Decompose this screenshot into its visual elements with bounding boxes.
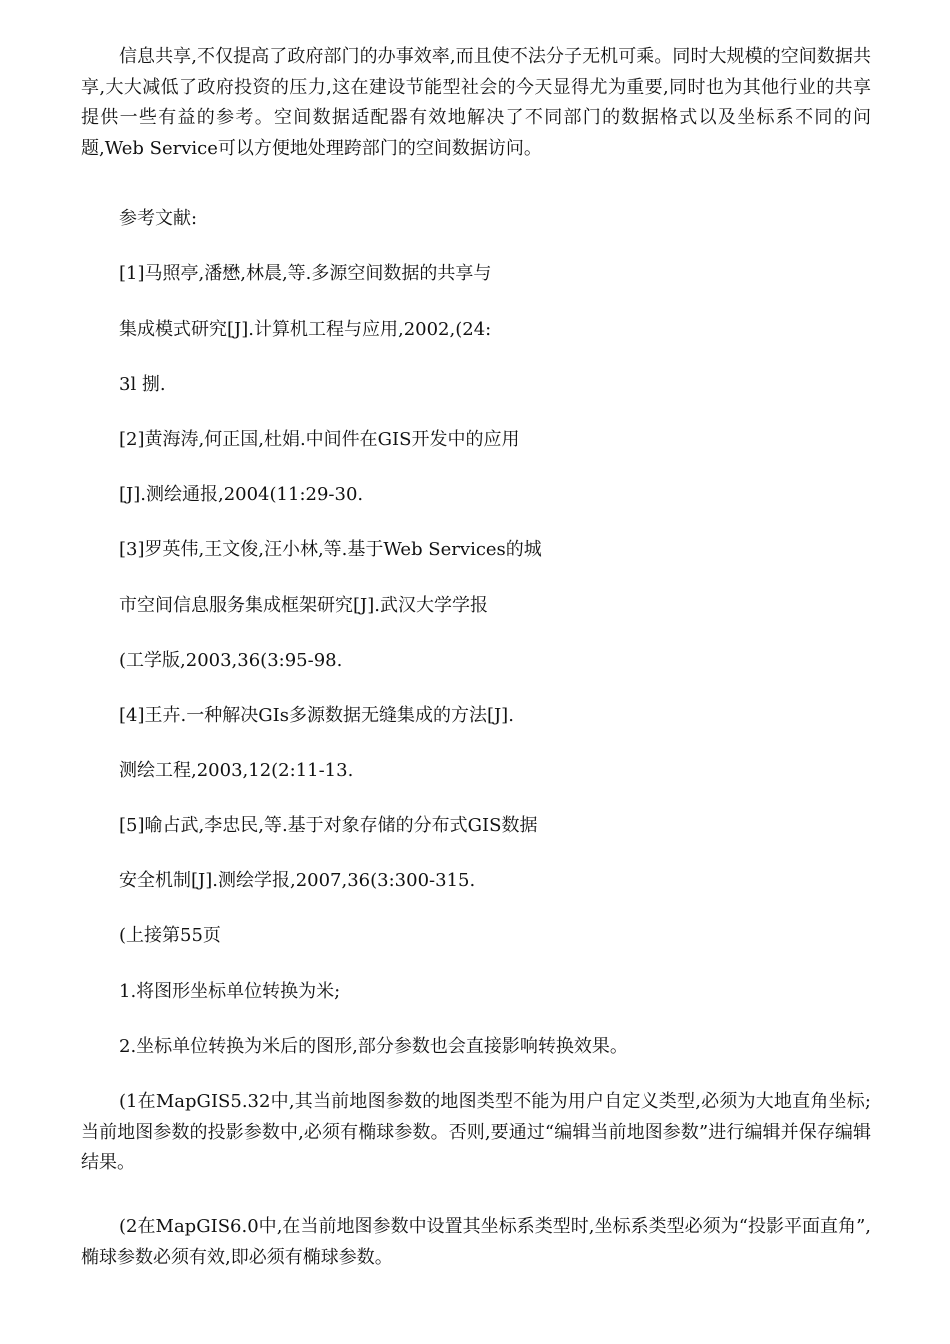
step-2: 2.坐标单位转换为米后的图形,部分参数也会直接影响转换效果。 xyxy=(119,1036,628,1057)
continued-note: (上接第55页 xyxy=(119,925,221,946)
reference-line-11: [5]喻占武,李忠民,等.基于对象存储的分布式GIS数据 xyxy=(119,815,538,836)
reference-line-9: [4]王卉.一种解决GIs多源数据无缝集成的方法[J]. xyxy=(119,705,514,726)
reference-line-5: [J].测绘通报,2004(11:29-30. xyxy=(119,484,364,505)
reference-line-4: [2]黄海涛,何正国,杜娟.中间件在GIS开发中的应用 xyxy=(119,429,520,450)
reference-line-3: 3l 捌. xyxy=(119,374,166,395)
step-1: 1.将图形坐标单位转换为米; xyxy=(119,981,341,1002)
reference-line-7: 市空间信息服务集成框架研究[J].武汉大学学报 xyxy=(119,595,488,616)
reference-line-1: [1]马照亭,潘懋,林晨,等.多源空间数据的共享与 xyxy=(119,263,492,284)
body-paragraph-mapgis-60: (2在MapGIS6.0中,在当前地图参数中设置其坐标系类型时,坐标系类型必须为“投影平面直角”,椭球参数必须有效,即必须有椭球参数。 xyxy=(81,1216,871,1268)
reference-line-8: (工学版,2003,36(3:95-98. xyxy=(119,650,343,671)
reference-line-10: 测绘工程,2003,12(2:11-13. xyxy=(119,760,354,781)
reference-line-2: 集成模式研究[J].计算机工程与应用,2002,(24: xyxy=(119,319,492,340)
body-paragraph-data-sharing: 信息共享,不仅提高了政府部门的办事效率,而且使不法分子无机可乘。同时大规模的空间数据共享,大大减低了政府投资的压力,这在建设节能型社会的今天显得尤为重要,同时也为其他行业的共享提供一些有益的参考。空间数据适配器有效地解决了不同部门的数据格式以及坐标系不同的问题,Web Service可以方便地处理跨部门的空间数据访问。 xyxy=(81,46,871,159)
reference-line-12: 安全机制[J].测绘学报,2007,36(3:300-315. xyxy=(119,870,476,891)
body-paragraph-mapgis-532: (1在MapGIS5.32中,其当前地图参数的地图类型不能为用户自定义类型,必须为大地直角坐标;当前地图参数的投影参数中,必须有椭球参数。否则,要通过“编辑当前地图参数”进行编辑并保存编辑结果。 xyxy=(81,1091,871,1173)
reference-line-6: [3]罗英伟,王文俊,汪小林,等.基于Web Services的城 xyxy=(119,539,542,560)
references-heading: 参考文献: xyxy=(119,208,198,229)
